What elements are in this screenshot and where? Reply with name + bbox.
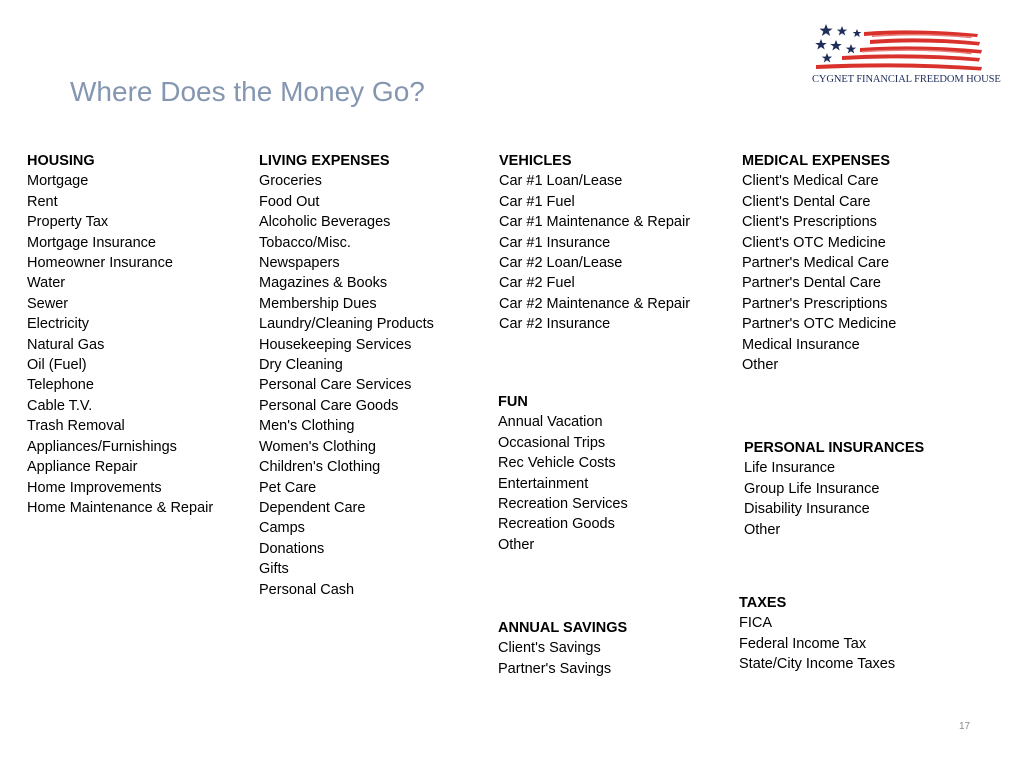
section-heading: PERSONAL INSURANCES	[744, 440, 925, 456]
list-item: Rec Vehicle Costs	[498, 455, 616, 472]
list-item: Camps	[259, 520, 305, 537]
list-item: Oil (Fuel)	[27, 357, 87, 374]
section-annual-savings	[498, 618, 627, 679]
list-item: Dependent Care	[259, 499, 366, 516]
list-item: Car #1 Maintenance & Repair	[499, 214, 691, 231]
item-list	[259, 171, 434, 600]
list-item: Partner's Medical Care	[742, 255, 890, 272]
section-heading: VEHICLES	[499, 153, 572, 169]
list-item: Personal Cash	[259, 581, 355, 598]
list-item: Entertainment	[498, 475, 589, 492]
list-item: Car #2 Insurance	[499, 316, 611, 333]
section-housing	[27, 151, 213, 518]
list-item: Pet Care	[259, 479, 317, 496]
section-heading: LIVING EXPENSES	[259, 153, 390, 169]
list-item: Other	[498, 536, 535, 553]
list-item: Homeowner Insurance	[27, 255, 173, 272]
list-item: Partner's Savings	[498, 660, 612, 677]
list-item: Partner's Prescriptions	[742, 295, 888, 312]
list-item: Women's Clothing	[259, 438, 376, 455]
section-living-expenses	[259, 151, 434, 600]
list-item: Men's Clothing	[259, 418, 355, 435]
list-item: Client's Savings	[498, 640, 601, 657]
list-item: Newspapers	[259, 255, 340, 272]
list-item: Sewer	[27, 295, 69, 312]
list-item: Personal Care Goods	[259, 397, 399, 414]
list-item: Membership Dues	[259, 295, 377, 312]
list-item: Medical Insurance	[742, 336, 860, 353]
list-item: Gifts	[259, 561, 289, 578]
list-item: Disability Insurance	[744, 501, 870, 518]
list-item: Electricity	[27, 316, 90, 333]
list-item: Client's OTC Medicine	[742, 234, 886, 251]
list-item: Trash Removal	[27, 418, 125, 435]
section-heading: TAXES	[739, 595, 787, 611]
list-item: Recreation Services	[498, 496, 628, 513]
section-vehicles	[499, 151, 690, 335]
list-item: Car #1 Loan/Lease	[499, 173, 623, 190]
list-item: Telephone	[27, 377, 94, 394]
list-item: Dry Cleaning	[259, 357, 343, 374]
section-heading: ANNUAL SAVINGS	[498, 620, 628, 636]
list-item: Client's Prescriptions	[742, 214, 877, 231]
list-item: Mortgage	[27, 173, 89, 190]
page-number: 17	[959, 721, 971, 732]
page-title: Where Does the Money Go?	[70, 76, 425, 107]
section-heading: MEDICAL EXPENSES	[742, 153, 890, 169]
list-item: Rent	[27, 193, 58, 210]
list-item: Housekeeping Services	[259, 336, 412, 353]
list-item: Car #1 Insurance	[499, 234, 611, 251]
item-list	[499, 171, 690, 334]
list-item: Partner's OTC Medicine	[742, 316, 897, 333]
section-taxes	[739, 593, 895, 675]
section-personal-insurances	[744, 438, 924, 540]
list-item: Group Life Insurance	[744, 480, 880, 497]
list-item: Food Out	[259, 193, 320, 210]
list-item: State/City Income Taxes	[739, 656, 896, 673]
list-item: Home Maintenance & Repair	[27, 499, 214, 516]
section-fun	[498, 392, 628, 555]
list-item: Car #1 Fuel	[499, 193, 575, 210]
list-item: Personal Care Services	[259, 377, 412, 394]
list-item: Property Tax	[27, 214, 109, 231]
list-item: Donations	[259, 540, 325, 557]
list-item: Magazines & Books	[259, 275, 388, 292]
item-list	[27, 171, 213, 518]
list-item: Tobacco/Misc.	[259, 234, 351, 251]
item-list	[739, 613, 895, 674]
list-item: Client's Medical Care	[742, 173, 879, 190]
list-item: Natural Gas	[27, 336, 105, 353]
list-item: Alcoholic Beverages	[259, 214, 391, 231]
cygnet-logo	[812, 20, 1001, 100]
logo-text: CYGNET FINANCIAL FREEDOM HOUSE	[812, 74, 1001, 85]
list-item: Water	[27, 275, 66, 292]
list-item: Other	[744, 521, 781, 538]
list-item: Appliance Repair	[27, 459, 138, 476]
section-heading: FUN	[498, 394, 528, 410]
list-item: Car #2 Fuel	[499, 275, 575, 292]
list-item: Life Insurance	[744, 460, 836, 477]
list-item: Partner's Dental Care	[742, 275, 881, 292]
list-item: Other	[742, 357, 779, 374]
list-item: Annual Vacation	[498, 414, 603, 431]
list-item: Mortgage Insurance	[27, 234, 156, 251]
list-item: Recreation Goods	[498, 516, 615, 533]
list-item: Car #2 Maintenance & Repair	[499, 295, 691, 312]
list-item: Home Improvements	[27, 479, 162, 496]
list-item: Laundry/Cleaning Products	[259, 316, 434, 333]
list-item: Groceries	[259, 173, 322, 190]
list-item: Car #2 Loan/Lease	[499, 255, 623, 272]
list-item: FICA	[739, 615, 773, 632]
list-item: Cable T.V.	[27, 397, 93, 414]
item-list	[498, 412, 628, 555]
item-list	[498, 638, 627, 679]
list-item: Children's Clothing	[259, 459, 381, 476]
list-item: Client's Dental Care	[742, 193, 871, 210]
flag-stars-stripes-icon	[812, 20, 984, 74]
item-list	[742, 171, 896, 375]
list-item: Appliances/Furnishings	[27, 438, 177, 455]
list-item: Occasional Trips	[498, 434, 606, 451]
section-medical-expenses	[742, 151, 896, 375]
section-heading: HOUSING	[27, 153, 95, 169]
item-list	[744, 458, 924, 540]
list-item: Federal Income Tax	[739, 635, 867, 652]
